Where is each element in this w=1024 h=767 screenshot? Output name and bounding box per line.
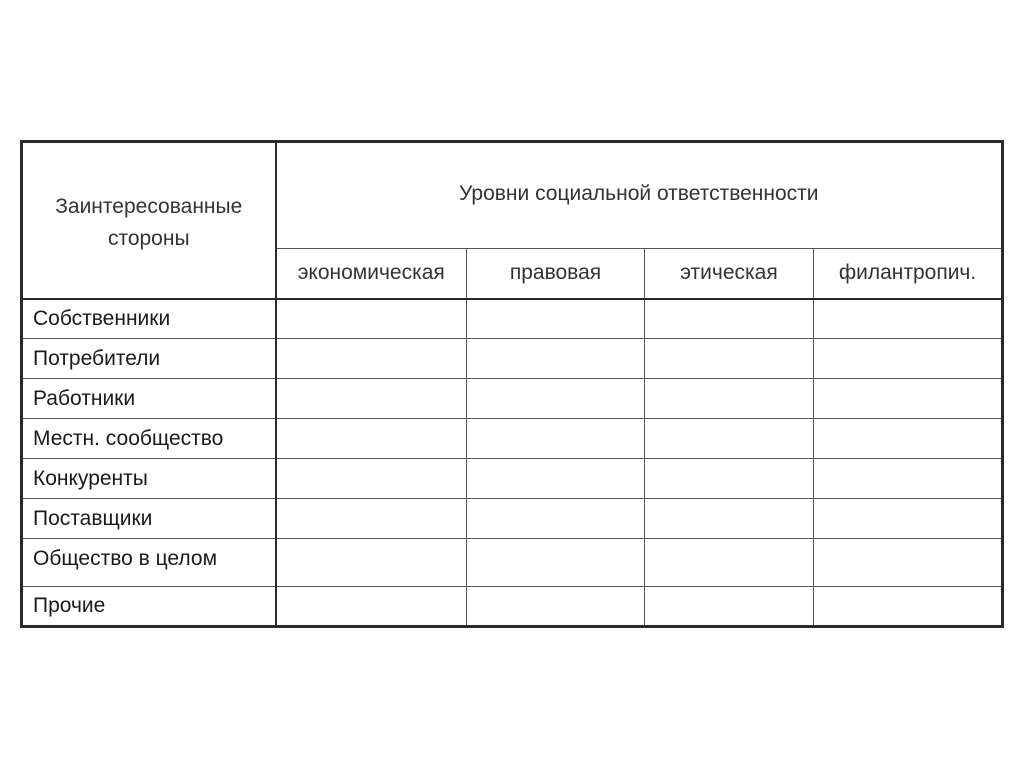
row-label-owners: Собственники (22, 299, 276, 339)
table-cell (645, 459, 814, 499)
row-label-suppliers: Поставщики (22, 499, 276, 539)
table-row (22, 539, 1003, 587)
table-cell (814, 499, 1003, 539)
table-cell (645, 419, 814, 459)
table-cell (276, 419, 467, 459)
table-cell (467, 299, 645, 339)
level-header-ethical: этическая (645, 249, 814, 299)
table-cell (276, 587, 467, 627)
table-row (22, 459, 1003, 499)
table-cell (467, 539, 645, 587)
table-row (22, 587, 1003, 627)
table-cell (276, 499, 467, 539)
header-row-group (22, 142, 1003, 249)
table-cell (814, 299, 1003, 339)
table-cell (276, 339, 467, 379)
stakeholders-header: Заинтересованные стороны (22, 142, 276, 299)
table-cell (467, 339, 645, 379)
table-cell (814, 339, 1003, 379)
row-label-competitors: Конкуренты (22, 459, 276, 499)
row-label-employees: Работники (22, 379, 276, 419)
table-cell (467, 459, 645, 499)
table-cell (645, 339, 814, 379)
table-cell (814, 459, 1003, 499)
table-cell (645, 539, 814, 587)
table-cell (814, 379, 1003, 419)
table-cell (814, 587, 1003, 627)
table-cell (276, 299, 467, 339)
row-label-consumers: Потребители (22, 339, 276, 379)
level-header-philanthropic: филантропич. (814, 249, 1003, 299)
table-cell (814, 419, 1003, 459)
row-label-others: Прочие (22, 587, 276, 627)
table-cell (645, 379, 814, 419)
table-cell (645, 299, 814, 339)
table-cell (467, 419, 645, 459)
table-cell (645, 587, 814, 627)
table-cell (276, 379, 467, 419)
row-label-local-community: Местн. сообщество (22, 419, 276, 459)
stakeholder-responsibility-table (20, 140, 1004, 628)
table-row (22, 299, 1003, 339)
table-row (22, 499, 1003, 539)
responsibility-levels-header: Уровни социальной ответственности (276, 142, 1003, 249)
table-cell (276, 459, 467, 499)
table-cell (645, 499, 814, 539)
level-header-economic: экономическая (276, 249, 467, 299)
table-row (22, 419, 1003, 459)
level-header-legal: правовая (467, 249, 645, 299)
table-row (22, 379, 1003, 419)
table-row (22, 339, 1003, 379)
table-cell (467, 379, 645, 419)
row-label-society: Общество в целом (22, 539, 276, 587)
table-cell (467, 587, 645, 627)
table-cell (276, 539, 467, 587)
table-cell (814, 539, 1003, 587)
table-cell (467, 499, 645, 539)
